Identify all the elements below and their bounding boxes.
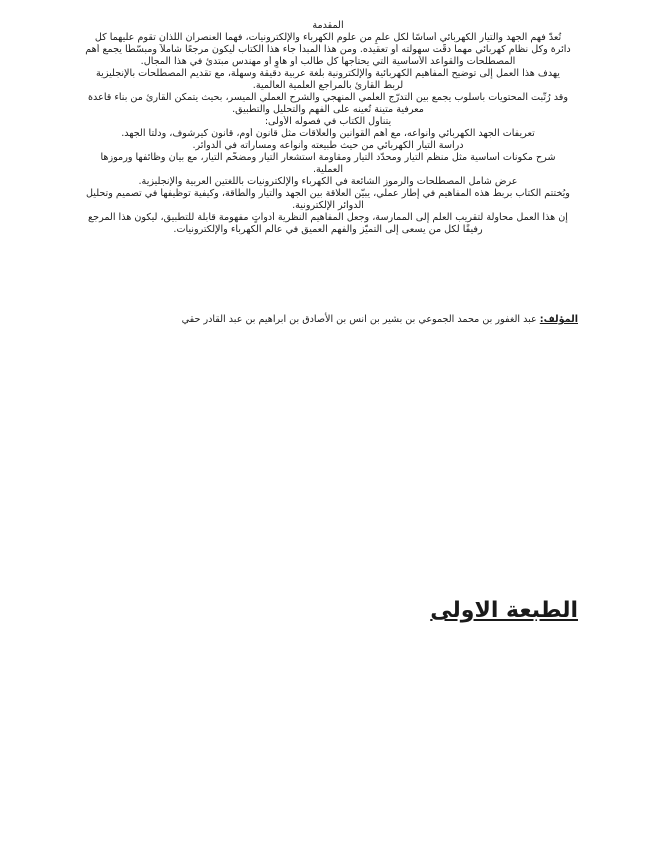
paragraph-line: تُعدّ فهم الجهد والتيار الكهربائي أساسًا لكل علمٍ من علوم الكهرباء والإلكترونيات، فهما العنصران اللذان تقوم عليهما كل [94, 32, 562, 43]
author-line [181, 314, 578, 326]
introduction-section [78, 20, 578, 236]
paragraph-line: دراسة التيار الكهربائي من حيث طبيعته وأنواعه ومساراته في الدوائر. [192, 140, 464, 151]
paragraph-line: وقد رُتّبت المحتويات بأسلوب يجمع بين التدرّج العلمي المنهجي والشرح العملي الميسر، بحيث يتمكن القارئ من بناء قاعدة [88, 92, 568, 103]
edition-heading: الطبعة الاولى [430, 598, 578, 623]
paragraph-line: إن هذا العمل محاولة لتقريب العلم إلى الممارسة، وجعل المفاهيم النظرية أدواتٍ مفهومة قابلة للتطبيق، ليكون هذا المرجع [88, 212, 568, 223]
paragraph-line: المصطلحات والقواعد الأساسية التي يحتاجها كل طالب أو هاوٍ أو مهندس مبتدئ في هذا المجال. [140, 56, 516, 67]
paragraph-line: العملية. [312, 164, 344, 175]
paragraph-line: ويُختتم الكتاب بربط هذه المفاهيم في إطار عملي، يبيّن العلاقة بين الجهد والتيار والطاقة، وكيفية توظيفها في تصميم وتحليل [86, 188, 570, 199]
paragraph-line: عرض شامل المصطلحات والرموز الشائعة في الكهرباء والإلكترونيات باللغتين العربية والإنجليزية. [138, 176, 518, 187]
paragraph-line: الدوائر الإلكترونية. [292, 200, 364, 211]
paragraph-line: رفيقًا لكل من يسعى إلى التميّز والفهم العميق في عالم الكهرباء والإلكترونيات. [173, 224, 483, 235]
paragraph-line: دائرة وكل نظام كهربائي مهما دقّت سهولته أو تعقيده. ومن هذا المبدأ جاء هذا الكتاب ليكون مرجعًا شاملاً ومبسّطًا يجمع أهم [85, 44, 571, 55]
paragraph-line: تعريفات الجهد الكهربائي وأنواعه، مع أهم القوانين والعلاقات مثل قانون أوم، قانون كيرشوف، ودلتا الجهد. [121, 128, 535, 139]
section-title: المقدمة [312, 20, 344, 31]
paragraph-line: معرفية متينة تُعينه على الفهم والتحليل والتطبيق. [232, 104, 424, 115]
paragraph-line: لربط القارئ بالمراجع العلمية العالمية. [252, 80, 404, 91]
author-name: عبد الغفور بن محمد الجموعي بن بشير بن انس بن الأصادق بن ابراهيم بن عبد القادر حقي [181, 314, 537, 325]
paragraph-line: يهدف هذا العمل إلى توضيح المفاهيم الكهربائية والإلكترونية بلغة عربية دقيقة وسهلة، مع تقديم المصطلحات بالإنجليزية [96, 68, 560, 79]
author-label: المؤلف: [539, 314, 578, 325]
paragraph-line: يتناول الكتاب في فصوله الأولى: [264, 116, 392, 127]
paragraph-line: شرح مكونات أساسية مثل منظّم التيار ومحدّد التيار ومقاومة استشعار التيار ومضخّم التيار، مع بيان وظائفها ورموزها [100, 152, 556, 163]
